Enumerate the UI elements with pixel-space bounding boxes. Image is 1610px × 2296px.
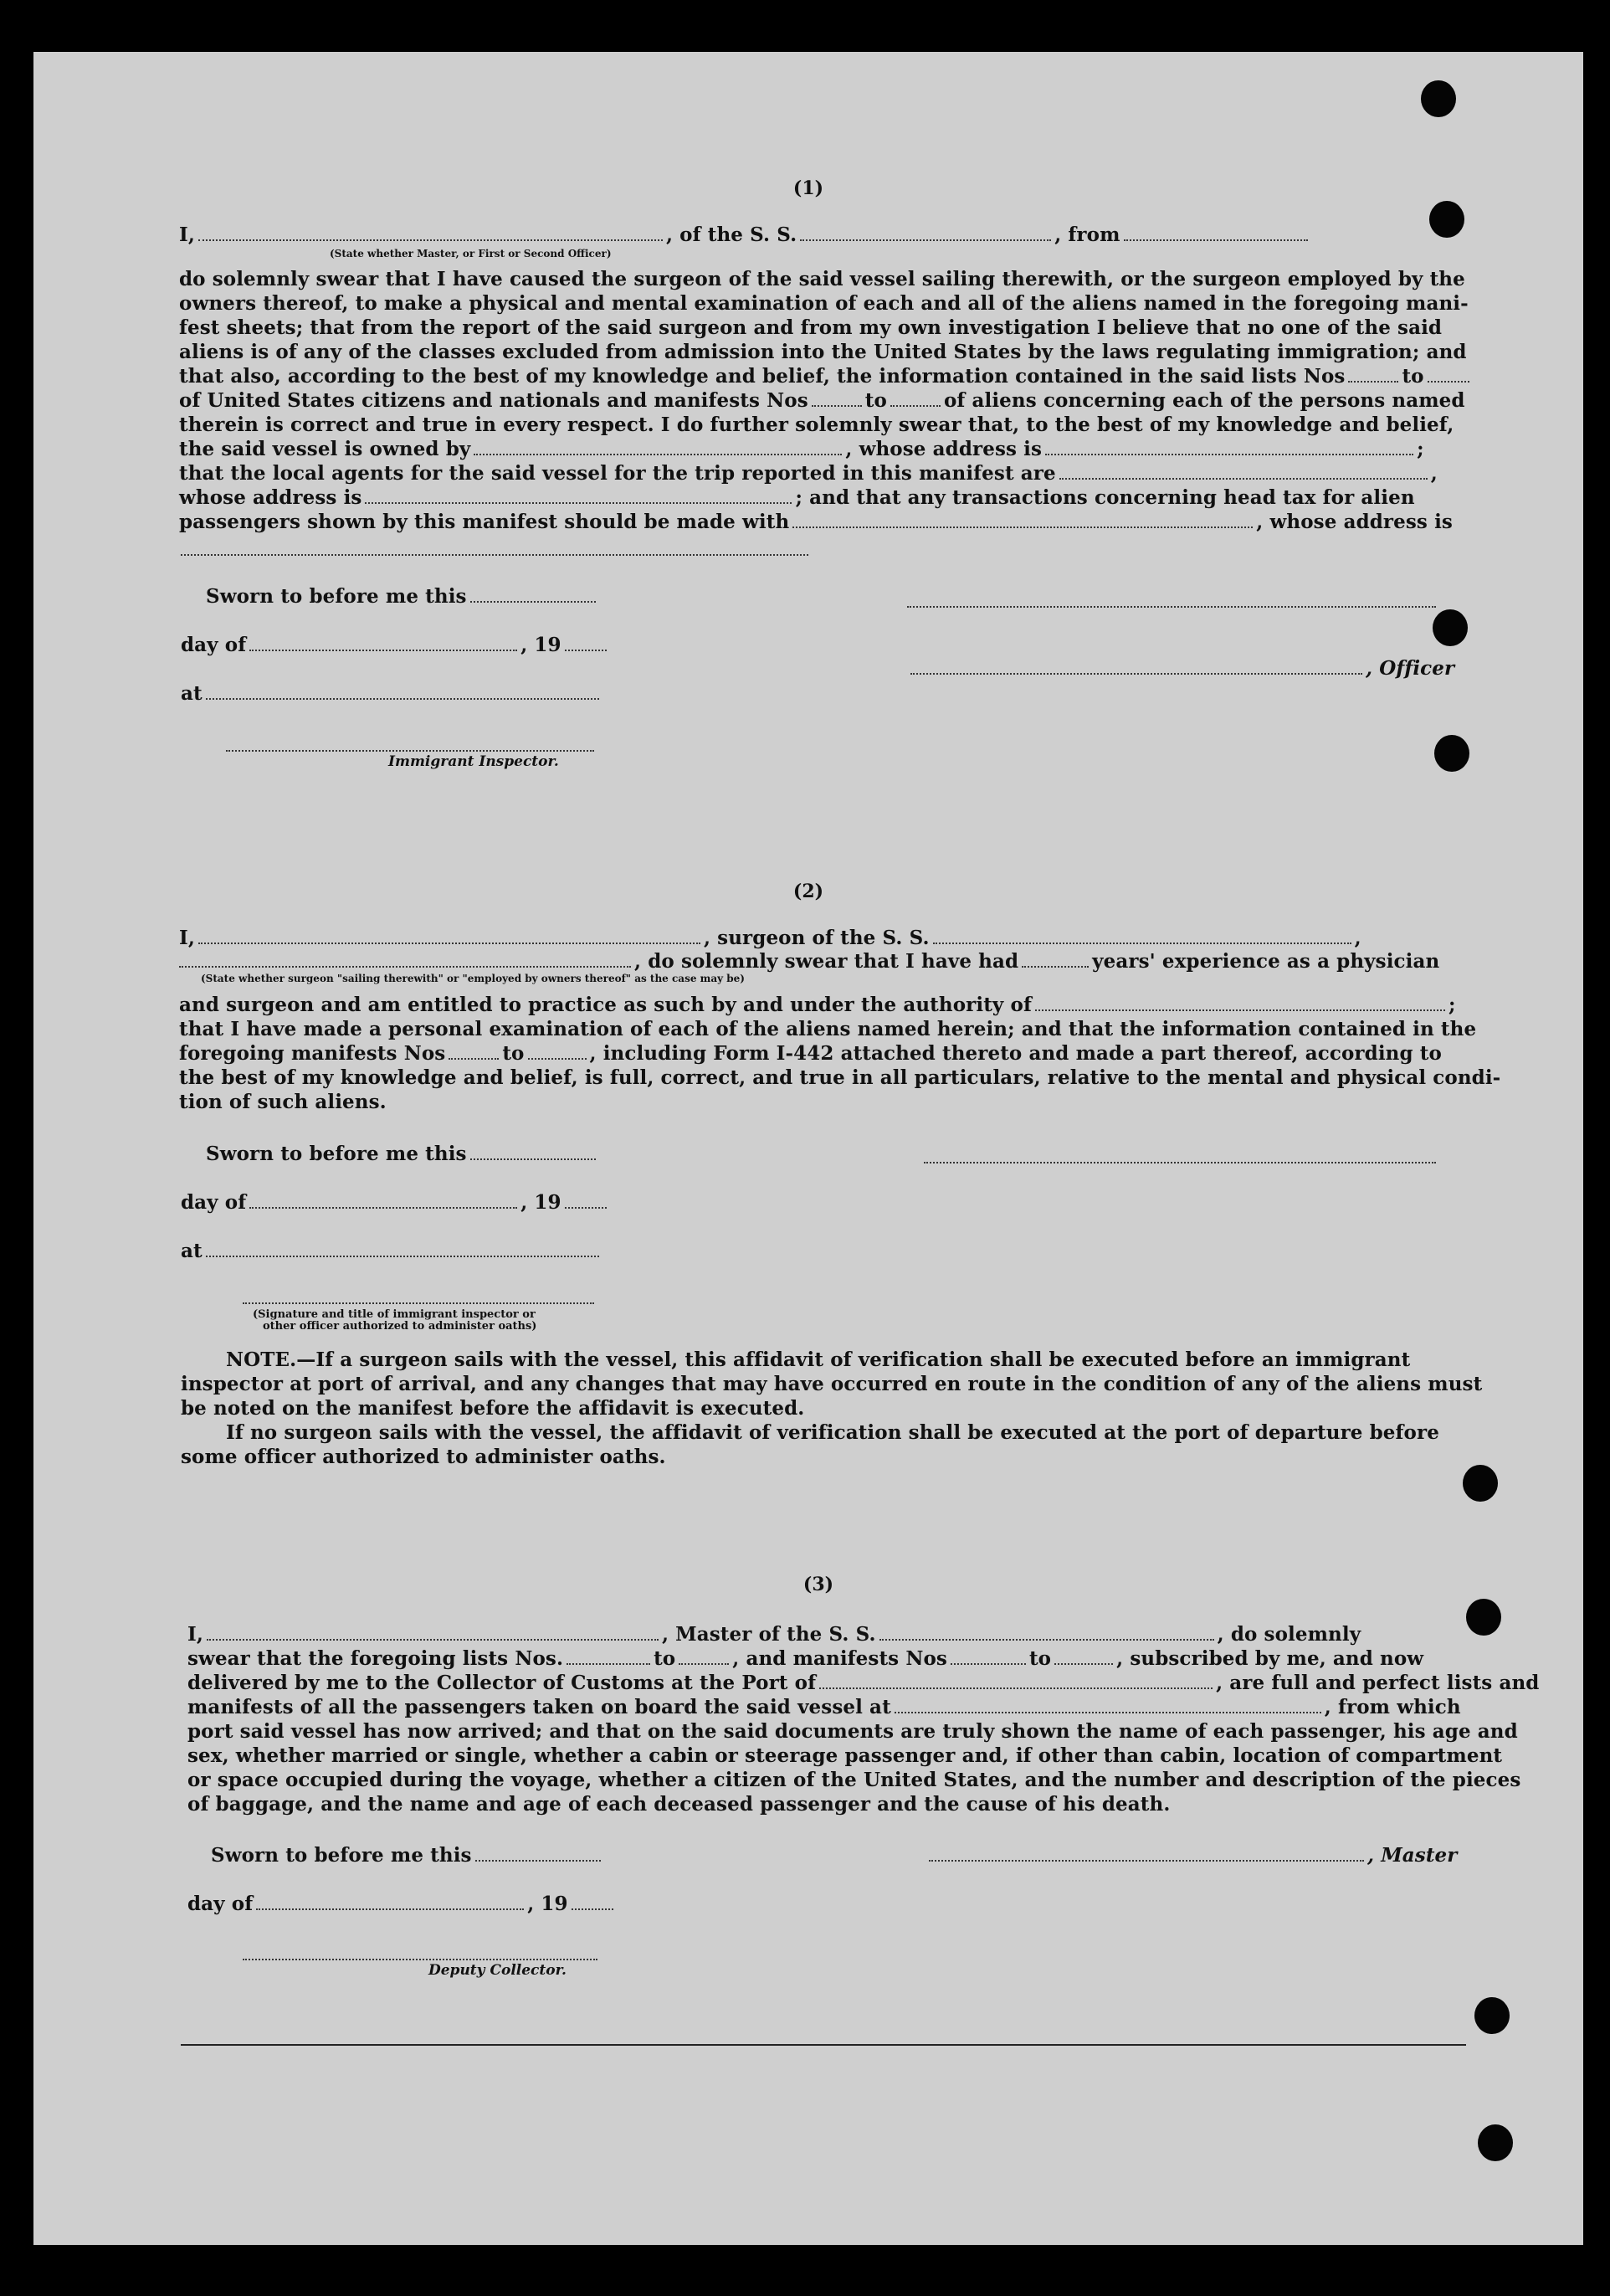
signature-caption: (Signature and title of immigrant inspector or — [253, 1308, 536, 1321]
oath-line: therein is correct and true in every respect. I do further solemnly swear that, to the best of my knowledge and belief, — [179, 413, 1454, 436]
note-line: inspector at port of arrival, and any changes that may have occurred en route in the condition of any of the aliens must — [181, 1373, 1483, 1395]
note-line: If no surgeon sails with the vessel, the affidavit of verification shall be executed at the port of departure before — [226, 1421, 1439, 1444]
at-line: at — [181, 1239, 683, 1263]
bottom-rule — [181, 2044, 1466, 2046]
section-number: (1) — [792, 177, 824, 199]
oath-line: do solemnly swear that I have caused the surgeon of the said vessel sailing therewith, or the surgeon employed by the — [179, 268, 1465, 290]
oath-line: I, , surgeon of the S. S. , — [179, 927, 1361, 949]
oath-line: I, , of the S. S. , from — [179, 223, 1481, 247]
officer-signature-line — [907, 604, 1436, 608]
note-line: NOTE.—If a surgeon sails with the vessel, this affidavit of verification shall be executed before an immigrant — [226, 1348, 1411, 1371]
signature-caption: Immigrant Inspector. — [388, 753, 559, 770]
oath-line: passengers shown by this manifest should be made with , whose address is — [179, 511, 1453, 533]
sworn-line: Sworn to before me this — [206, 584, 708, 609]
oath-line: port said vessel has now arrived; and that on the said documents are truly shown the name of each passenger, his age and — [187, 1720, 1518, 1743]
oath-line: sex, whether married or single, whether a cabin or steerage passenger and, if other than cabin, location of compartment — [187, 1744, 1503, 1767]
oath-line: tion of such aliens. — [179, 1091, 387, 1113]
day-line: day of , 19 — [181, 633, 683, 657]
oath-line: foregoing manifests Nos to , including Form I-442 attached thereto and made a part thereof, according to — [179, 1042, 1442, 1065]
oath-line: of United States citizens and nationals and manifests Nos to of aliens concerning each of the persons named — [179, 389, 1465, 412]
section-number: (3) — [802, 1574, 834, 1595]
day-line: day of , 19 — [187, 1892, 690, 1916]
oath-line: I, , Master of the S. S. , do solemnly — [187, 1623, 1361, 1646]
sworn-line: Sworn to before me this — [211, 1843, 713, 1867]
oath-line: and surgeon and am entitled to practice as such by and under the authority of ; — [179, 994, 1456, 1016]
master-line: , Master — [925, 1843, 1495, 1867]
oath-line: that also, according to the best of my knowledge and belief, the information contained in the said lists Nos to — [179, 364, 1481, 388]
punch-hole — [1474, 1997, 1510, 2034]
oath-line: , do solemnly swear that I have had years' experience as a physician — [179, 949, 1481, 973]
section-number: (2) — [792, 881, 824, 902]
note-line: some officer authorized to administer oaths. — [181, 1446, 666, 1468]
signature-line — [924, 1160, 1436, 1163]
punch-hole — [1434, 735, 1469, 772]
oath-line: the best of my knowledge and belief, is full, correct, and true in all particulars, relative to the mental and physical condi- — [179, 1066, 1501, 1089]
punch-hole — [1421, 80, 1456, 117]
sworn-line: Sworn to before me this — [206, 1142, 708, 1166]
oath-line: that I have made a personal examination of each of the aliens named herein; and that the information contained in the — [179, 1018, 1477, 1040]
note-line: be noted on the manifest before the affidavit is executed. — [181, 1397, 805, 1420]
oath-line: manifests of all the passengers taken on board the said vessel at , from which — [187, 1696, 1461, 1718]
oath-line: or space occupied during the voyage, whether a citizen of the United States, and the number and description of the pieces — [187, 1769, 1521, 1791]
collector-signature-line — [243, 1957, 597, 1960]
oath-line: fest sheets; that from the report of the said surgeon and from my own investigation I believe that no one of the said — [179, 316, 1443, 339]
oath-line: whose address is ; and that any transactions concerning head tax for alien — [179, 486, 1415, 509]
oath-line: swear that the foregoing lists Nos. to , and manifests Nos to , subscribed by me, and now — [187, 1647, 1424, 1670]
inspector-signature-line — [243, 1301, 594, 1304]
oath-line: of baggage, and the name and age of each deceased passenger and the cause of his death. — [187, 1793, 1171, 1816]
form-page — [33, 52, 1583, 2245]
blank-line — [181, 552, 808, 556]
oath-line: aliens is of any of the classes excluded from admission into the United States by the laws regulating immigration; and — [179, 341, 1467, 363]
officer-line: , Officer — [907, 656, 1476, 681]
at-line: at — [181, 681, 683, 706]
inspector-signature-line — [226, 748, 594, 752]
field-caption: (State whether surgeon "sailing therewith" or "employed by owners thereof" as the case may be) — [201, 973, 745, 984]
oath-line: the said vessel is owned by , whose address is ; — [179, 438, 1424, 460]
oath-line: delivered by me to the Collector of Customs at the Port of , are full and perfect lists and — [187, 1672, 1540, 1694]
punch-hole — [1478, 2124, 1513, 2161]
punch-hole — [1463, 1465, 1498, 1502]
signature-caption: other officer authorized to administer oaths) — [263, 1320, 537, 1333]
punch-hole — [1433, 609, 1468, 646]
oath-line: owners thereof, to make a physical and mental examination of each and all of the aliens named in the foregoing mani- — [179, 292, 1469, 315]
field-caption: (State whether Master, or First or Second Officer) — [330, 248, 612, 259]
oath-line: that the local agents for the said vessel for the trip reported in this manifest are , — [179, 462, 1438, 485]
signature-caption: Deputy Collector. — [428, 1962, 567, 1979]
day-line: day of , 19 — [181, 1190, 683, 1215]
